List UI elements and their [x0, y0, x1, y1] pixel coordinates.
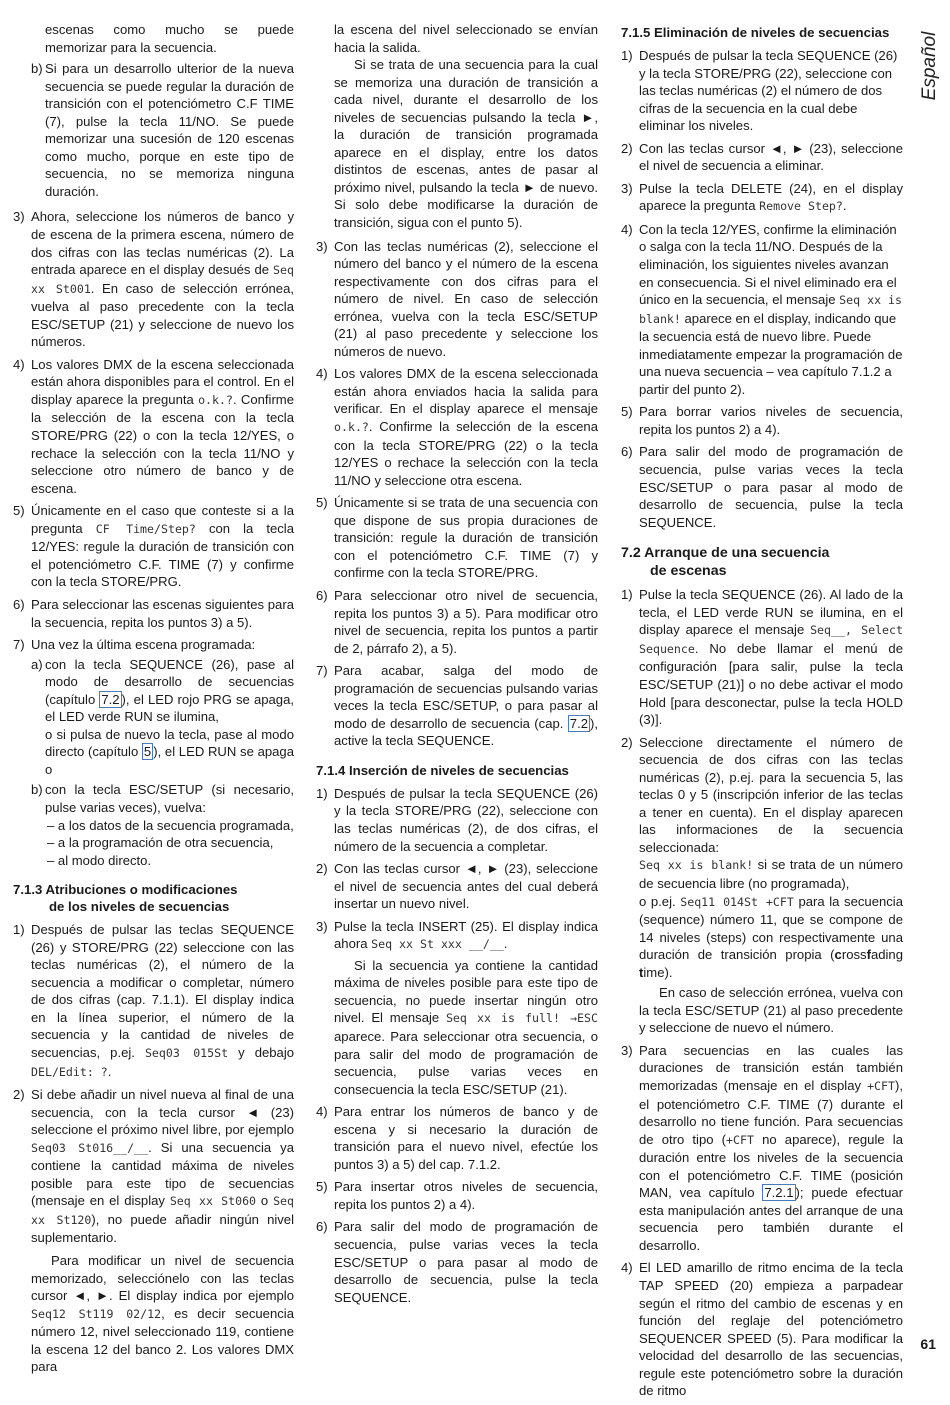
list-item: 3) Pulse la tecla INSERT (25). El display indica ahora Seq xx St xxx __/__. Si la secuencia ya contiene la cantidad máxima de niveles posible para este tipo de secuencia, no puede insertar ningún otro nivel. El mensaje Seq xx is full! →ESC aparece. Para seleccionar otra secuencia, o para salir del modo de programación de secuencia, pulse varias veces en consecuencia la tecla ESC/SETUP (21). [316, 918, 598, 1097]
list-item: 5) Para borrar varios niveles de secuencia, repita los puntos 2) a 4). [621, 404, 903, 437]
list-item: 4) Con la tecla 12/YES, confirme la eliminación o salga con la tecla 11/NO. Después de la eliminación, los siguientes niveles avanzan en consecuencia. Si el nivel eliminado era el único en la secuencia, el mensaje Seq xx is blank! aparece en el display, indicando que la secuencia está de nuevo libre. Puede inmediatamente empezar la programación de una nueva secuencia – vea capítulo 7.1.2 a partir del punto 2). [621, 221, 903, 397]
paragraph: la escena del nivel seleccionado se envían hacia la salida. [334, 22, 598, 55]
section-heading: 7.1.3 Atribuciones o modificaciones de los niveles de secuencias [13, 882, 238, 915]
language-tab [918, 28, 942, 103]
list-item: 4) El LED amarillo de ritmo encima de la tecla TAP SPEED (20) empieza a parpadear según el ritmo del cambio de escenas y en función del reglaje del potenciómetro SEQUENCER SPEED (5). Para modificar la velocidad del desarrollo de las secuencias, regule este potenciómetro sobre la duración de ritmo [621, 1260, 903, 1399]
chapter-link[interactable]: 7.2 [569, 715, 588, 731]
list-item: b) con la tecla ESC/SETUP (si necesario, pulse varias veces), vuelva: [31, 782, 294, 815]
language-label: Español [919, 31, 940, 100]
list-item: 4) Para entrar los números de banco y de escena y si necesario la duración de transición para el nuevo nivel, efectúe los puntos 3) a 5) del cap. 7.1.2. [316, 1104, 598, 1172]
column-3 [621, 21, 903, 1405]
list-item: 3) Ahora, seleccione los números de banco y de escena de la primera escena, número de dos cifras con las teclas numéricas (2). La entrada aparece en el display desués de Seq xx St001. En caso de selección errónea, vuelva al paso precedente con la tecla ESC/SETUP (21) y seleccione de nuevo los números. [13, 209, 294, 350]
list-item: 7) Para acabar, salga del modo de programación de secuencias pulsando varias veces la tecla ESC/SETUP, o para pasar al modo de desarrollo de secuencia (cap. 7.2 ), active la tecla SEQUENCE. [316, 663, 598, 749]
section-heading: 7.1.4 Inserción de niveles de secuencias [316, 762, 569, 778]
list-item: 1) Pulse la tecla SEQUENCE (26). Al lado de la tecla, el LED verde RUN se ilumina, en el display aparece el mensaje Seq__, Select Sequence. No debe llamar el menú de configuración [para salir, pulse la tecla ESC/SETUP (21)] o no debe activar el modo Hold [para desconectar, pulse la tecla HOLD (3)]. [621, 587, 903, 728]
dash-item: – a la programación de otra secuencia, [47, 835, 274, 851]
list-item: 2) Con las teclas cursor ◄, ► (23), seleccione el nivel de secuencia a eliminar. [621, 140, 903, 174]
paragraph: escenas como mucho se puede memorizar para la secuencia. [45, 22, 294, 55]
section-heading: 7.1.5 Eliminación de niveles de secuencias [621, 25, 890, 40]
list-item: 2) Seleccione directamente el número de secuencia de dos cifras con las teclas numéricas (2), p.ej. para la secuencia 5, las teclas 0 y 5 (inscripción inferior de las teclas a tener en cuenta). En el display aparecen las informaciones de la secuencia seleccionada: Seq xx is blank! si se trata de un número de secuencia libre (no programada), o p.ej. Seq11 014St +CFT para la secuencia (sequence) número 11, que se compone de 14 niveles (steps) con respectivamente una duración de transición propia (crossfading time). En caso de selección errónea, vuelva con la tecla ESC/SETUP (21) al paso precedente y seleccione de nuevo el número. [621, 734, 903, 1036]
list-item: 5) Únicamente en el caso que conteste si a la pregunta CF Time/Step? con la tecla 12/YES: regule la duración de transición con el potenciómetro C.F. TIME (7) y confirme con la tecla STORE/PRG. [13, 503, 294, 590]
column-1 [13, 21, 294, 1381]
list-item: 6) Para seleccionar otro nivel de secuencia, repita los puntos 3) a 5). Para modificar otro nivel de secuencia, repita los puntos a partir de 2, párrafo 2), a 5). [316, 587, 598, 656]
list-item: a) con la tecla SEQUENCE (26), pase al modo de desarrollo de secuencias (capítulo 7.2 ), el LED rojo PRG se apaga, el LED verde RUN se ilumina, o si pulsa de nuevo la tecla, pase al modo directo (capítulo 5 ), el LED RUN se apaga o [31, 656, 294, 777]
list-item: 2) Con las teclas cursor ◄, ► (23), seleccione el nivel de secuencia antes del cual deberá insertar un nuevo nivel. [316, 861, 598, 912]
list-item: 1) Después de pulsar las teclas SEQUENCE (26) y STORE/PRG (22) seleccione con las teclas numéricas (2), el número de la secuencia a modificar o completar, número de dos cifras (cap. 7.1.1). El display indica en la línea superior, el número de la secuencia y la cantidad de niveles de secuencias, p.ej. Seq03 015St y debajo DEL/Edit: ?. [13, 922, 295, 1079]
page-number: 61 [920, 1336, 936, 1352]
list-item: 2) Si debe añadir un nivel nueva al final de una secuencia, con la tecla cursor ◄ (23) seleccione el próximo nivel libre, por ejemplo Seq03 St016__/__. Si una secuencia ya contiene la cantidad máxima de niveles posible para este tipo de secuencias (mensaje en el display Seq xx St060 o Seq xx St120), no puede añadir ningún nivel suplementario. Para modificar un nivel de secuencia memorizado, selecciónelo con las teclas cursor ◄, ►. El display indica por ejemplo Seq12 St119 02/12, es decir secuencia número 12, nivel seleccionado 119, contiene la escena 12 del banco 2. Los valores DMX para [13, 1087, 295, 1375]
list-item: 3) Con las teclas numéricas (2), seleccione el número del banco y el número de la escena respectivamente con dos cifras para el número de nivel. En caso de selección errónea, vuelva con la tecla ESC/SETUP (21) al paso precedente y seleccione los números de nuevo. [316, 238, 598, 359]
chapter-link[interactable]: 7.2 [101, 691, 120, 707]
list-item: b) Si para un desarrollo ulterior de la nueva secuencia se puede regular la duración de transición con el potenciómetro C.F TIME (7), pulse la tecla 11/NO. Se puede memorizar una sucesión de 120 escenas como mucho, porque en este tipo de secuencia, no se memoriza ninguna duración. [31, 61, 294, 199]
list-item: 6) Para salir del modo de programación de secuencia, pulse varias veces la tecla ESC/SETUP o para pasar al modo de desarrollo de secuencia, pulse la tecla SEQUENCE. [621, 444, 903, 530]
section-heading: 7.2 Arranque de una secuencia de escenas [621, 545, 830, 579]
list-item: 1) Después de pulsar la tecla SEQUENCE (26) y la tecla STORE/PRG (22), seleccione con las teclas numéricas (2) el número de dos cifras de la secuencia en la cual debe eliminar los niveles. [621, 48, 898, 134]
list-item: 6) Para salir del modo de programación de secuencia, pulse varias veces la tecla ESC/SETUP o para pasar al modo de desarrollo de secuencia, pulse la tecla SEQUENCE. [316, 1219, 598, 1305]
chapter-link[interactable]: 5 [143, 744, 152, 760]
list-item: 6) Para seleccionar las escenas siguientes para la secuencia, repita los puntos 3) a 5). [13, 596, 294, 630]
dash-item: – al modo directo. [47, 852, 152, 868]
chapter-link[interactable]: 7.2.1 [764, 1185, 794, 1201]
list-item: 5) Para insertar otros niveles de secuencia, repita los puntos 2) a 4). [316, 1179, 598, 1212]
list-item: 5) Únicamente si se trata de una secuencia con que dispone de sus propia duraciones de transición: regule la duración de transición con el potenciómetro C.F. TIME (7) y confirme con la tecla STORE/PRG. [316, 495, 598, 581]
dash-item: – a los datos de la secuencia programada, [47, 817, 294, 833]
list-item: 4) Los valores DMX de la escena seleccionada están ahora enviados hacia la salida para verificar. En el display aparece el mensaje o.k.?. Confirme la selección de la escena con la tecla STORE/PRG (22) o la tecla 12/YES o rechace la selección con la tecla 11/NO y seleccione otra escena. [316, 366, 598, 488]
paragraph: Si se trata de una secuencia para la cual se memoriza una duración de transición a cada nivel, durante el desarrollo de los niveles de secuencias pulsando la tecla ►, la duración de transición programada aparece en el display, entre los datos distintos de escenas, antes de pasar al próximo nivel, pulsando la tecla ► de nuevo. Si solo debe modificarse la duración de transición, sigua con el punto 5). [334, 57, 598, 231]
list-item: 3) Pulse la tecla DELETE (24), en el display aparece la pregunta Remove Step?. [621, 180, 903, 214]
list-item: 1) Después de pulsar la tecla SEQUENCE (26) y la tecla STORE/PRG (22), seleccione con las teclas numéricas (2), de dos cifras, el número de la secuencia a completar. [316, 785, 598, 854]
list-item: 4) Los valores DMX de la escena seleccionada están ahora disponibles para el control. En el display aparece la pregunta o.k.?. Confirme la selección de la escena con la tecla STORE/PRG (22) o con la tecla 12/YES, o rechace la selección con la tecla 11/NO y seleccione otro número de banco y de escena. [13, 356, 294, 496]
list-item: 7) Una vez la última escena programada: [13, 637, 256, 653]
column-2 [316, 21, 598, 1311]
list-item: 3) Para secuencias en las cuales las duraciones de transición están también memorizadas (mensaje en el display +CFT), el potenciómetro C.F. TIME (7) durante el desarrollo no tiene función. Para secuencias de otro tipo (+CFT no aparece), regule la duración entre los niveles de la secuencia con el potenciómetro C.F. TIME (posición MAN, vea capítulo 7.2.1 ); puede efectuar esta manipulación antes del arranque de una secuencia pero también durante el desarrollo. [621, 1042, 903, 1253]
